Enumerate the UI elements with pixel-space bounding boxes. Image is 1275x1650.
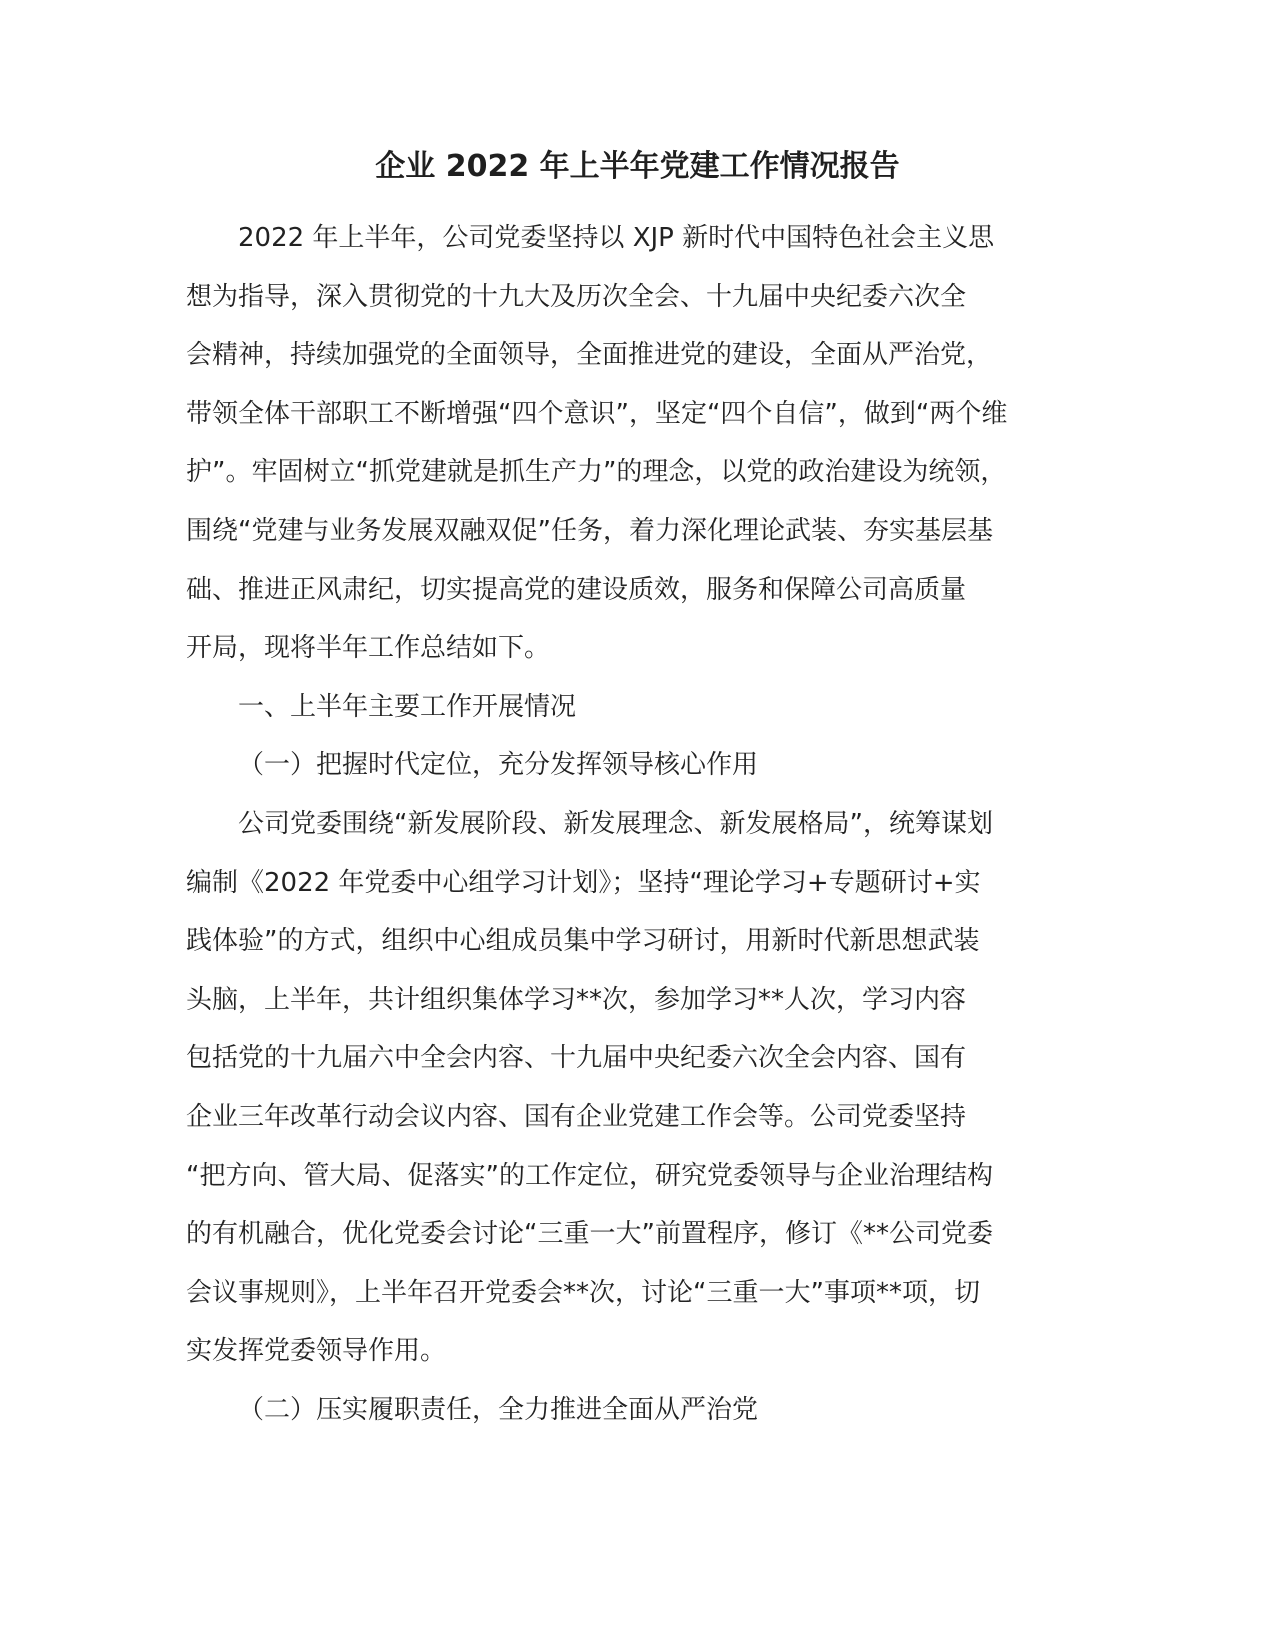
paragraph-1-line-1: 公司党委围绕“新发展阶段、新发展理念、新发展格局”，统筹谋划	[238, 808, 993, 839]
paragraph-intro-line-1: 2022 年上半年，公司党委坚持以 XJP 新时代中国特色社会主义思	[238, 223, 995, 253]
paragraph-1-line-5: 包括党的十九届六中全会内容、十九届中央纪委六次全会内容、国有	[186, 1043, 967, 1074]
paragraph-1-line-3: 践体验”的方式，组织中心组成员集中学习研讨，用新时代新思想武装	[186, 926, 980, 957]
paragraph-intro-line-7: 础、推进正风肃纪，切实提高党的建设质效，服务和保障公司高质量	[186, 574, 967, 605]
paragraph-intro-line-5: 护”。牢固树立“抓党建就是抓生产力”的理念，以党的政治建设为统领，	[186, 457, 1007, 488]
paragraph-intro-line-4: 带领全体干部职工不断增强“四个意识”，坚定“四个自信”，做到“两个维	[186, 398, 1008, 429]
paragraph-1-line-9: 会议事规则》，上半年召开党委会**次，讨论“三重一大”事项**项，切	[186, 1277, 980, 1308]
document-title: 企业 2022 年上半年党建工作情况报告	[375, 149, 900, 184]
subsection-heading-1: （一）把握时代定位，充分发挥领导核心作用	[238, 750, 759, 781]
paragraph-1-line-2: 编制《2022 年党委中心组学习计划》；坚持“理论学习+专题研讨+实	[186, 867, 981, 898]
document-body	[186, 209, 1086, 1439]
paragraph-intro-line-8: 开局，现将半年工作总结如下。	[186, 633, 551, 664]
paragraph-1-line-10: 实发挥党委领导作用。	[186, 1336, 447, 1367]
subsection-heading-2: （二）压实履职责任，全力推进全面从严治党	[238, 1394, 759, 1425]
paragraph-intro-line-2: 想为指导，深入贯彻党的十九大及历次全会、十九届中央纪委六次全	[186, 281, 967, 312]
paragraph-intro-line-3: 会精神，持续加强党的全面领导，全面推进党的建设，全面从严治党，	[186, 340, 993, 371]
paragraph-1-line-7: “把方向、管大局、促落实”的工作定位，研究党委领导与企业治理结构	[186, 1160, 993, 1191]
paragraph-1-line-4: 头脑，上半年，共计组织集体学习**次，参加学习**人次，学习内容	[186, 984, 967, 1015]
section-heading-1: 一、上半年主要工作开展情况	[238, 691, 577, 722]
paragraph-1-line-8: 的有机融合，优化党委会讨论“三重一大”前置程序，修订《**公司党委	[186, 1219, 993, 1250]
paragraph-intro-line-6: 围绕“党建与业务发展双融双促”任务，着力深化理论武装、夯实基层基	[186, 515, 993, 546]
paragraph-1-line-6: 企业三年改革行动会议内容、国有企业党建工作会等。公司党委坚持	[186, 1101, 967, 1132]
